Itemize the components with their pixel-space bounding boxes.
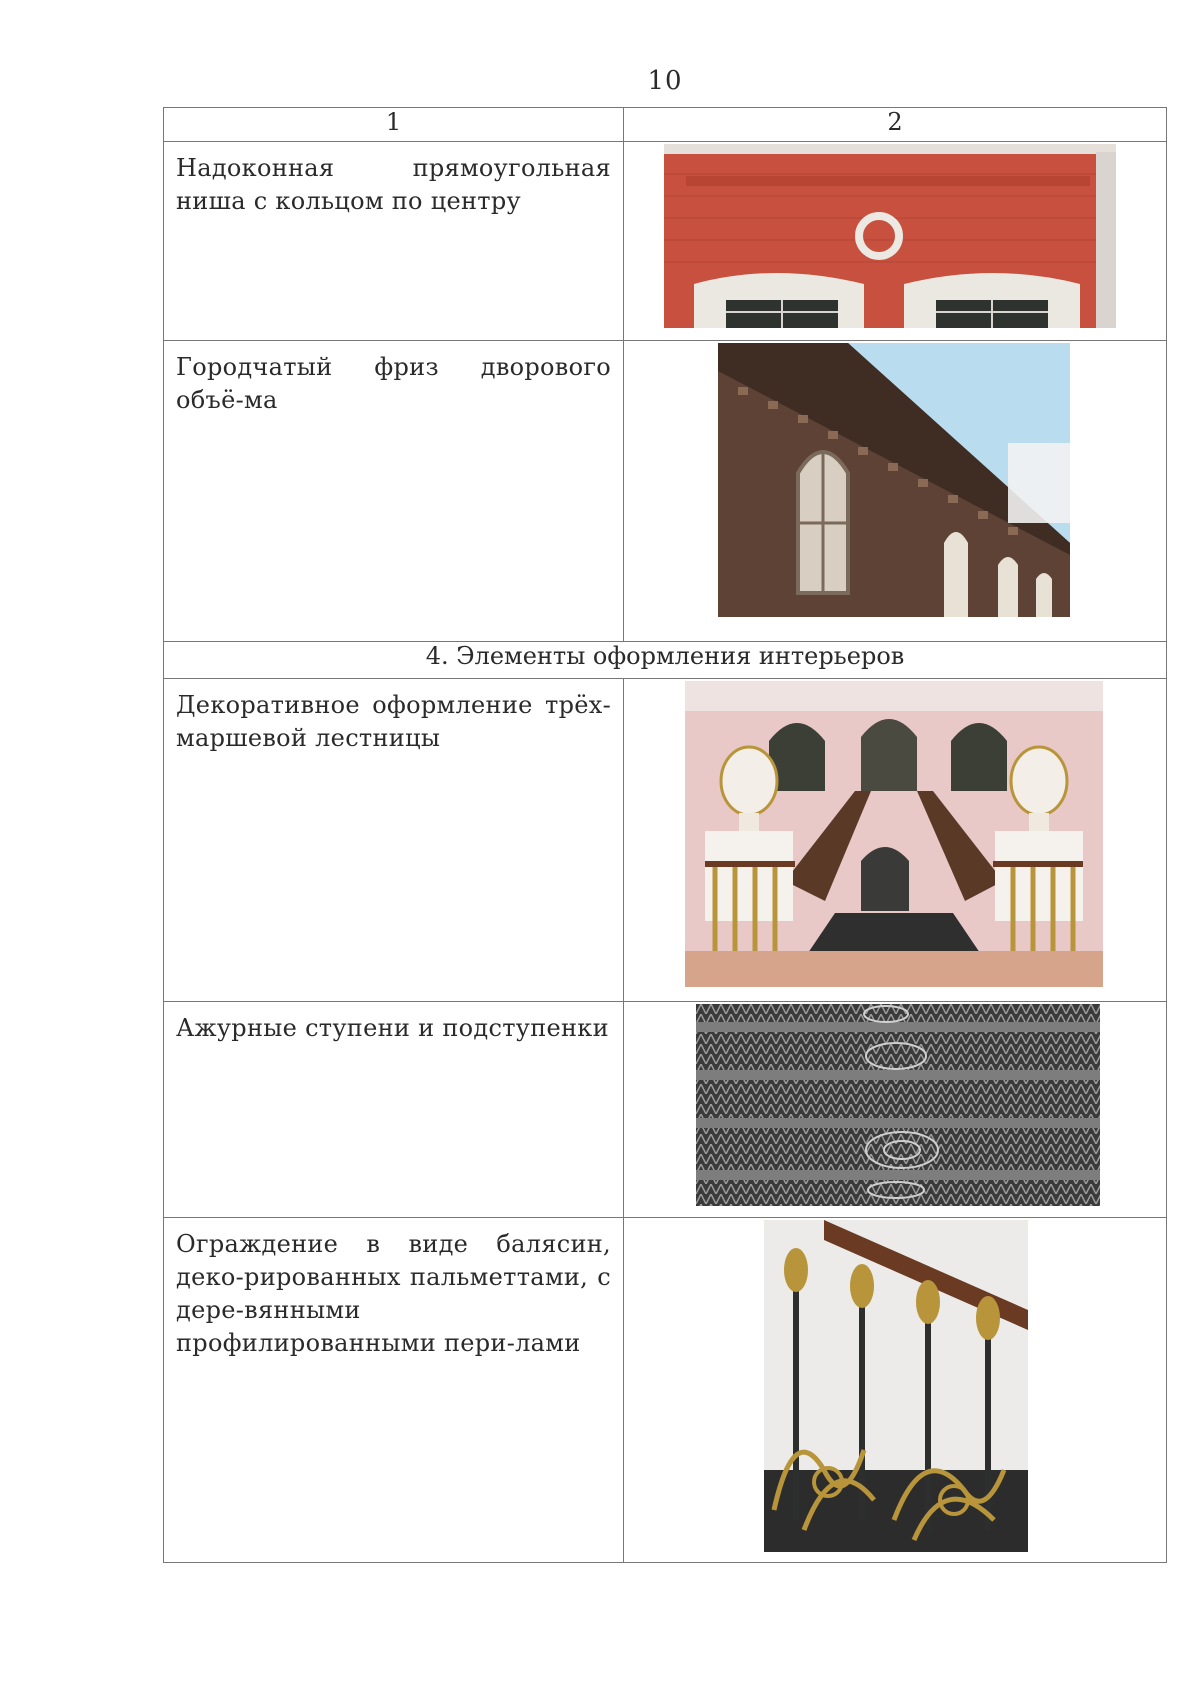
table-row [164, 1002, 1167, 1218]
photo-window-niche [664, 144, 1116, 328]
table-row [164, 679, 1167, 1002]
section-title: 4. Элементы оформления интерьеров [164, 642, 1167, 679]
row-description: Надоконная прямоугольная ниша с кольцом по центру [164, 142, 624, 341]
row-description: Декоративное оформление трёх-маршевой лестницы [164, 679, 624, 1002]
row-description: Городчатый фриз дворового объё-ма [164, 341, 624, 642]
photo-cell [624, 341, 1167, 642]
elements-table [163, 107, 1167, 1563]
section-heading-row [164, 642, 1167, 679]
table-row [164, 1218, 1167, 1563]
table-header-row [164, 108, 1167, 142]
photo-cell [624, 1218, 1167, 1563]
row-description: Ажурные ступени и подступенки [164, 1002, 624, 1218]
column-header-1: 1 [164, 108, 624, 142]
table-row [164, 341, 1167, 642]
photo-courtyard-frieze [718, 343, 1070, 617]
table-row [164, 142, 1167, 341]
photo-balusters [764, 1220, 1028, 1552]
column-header-2: 2 [624, 108, 1167, 142]
photo-staircase [685, 681, 1103, 987]
photo-cell [624, 1002, 1167, 1218]
page-number: 10 [647, 66, 683, 96]
photo-cell [624, 142, 1167, 341]
photo-openwork-steps [696, 1004, 1100, 1206]
row-description: Ограждение в виде балясин, деко-рированных пальметтами, с дере-вянными профилированными пери-лами [164, 1218, 624, 1563]
photo-cell [624, 679, 1167, 1002]
